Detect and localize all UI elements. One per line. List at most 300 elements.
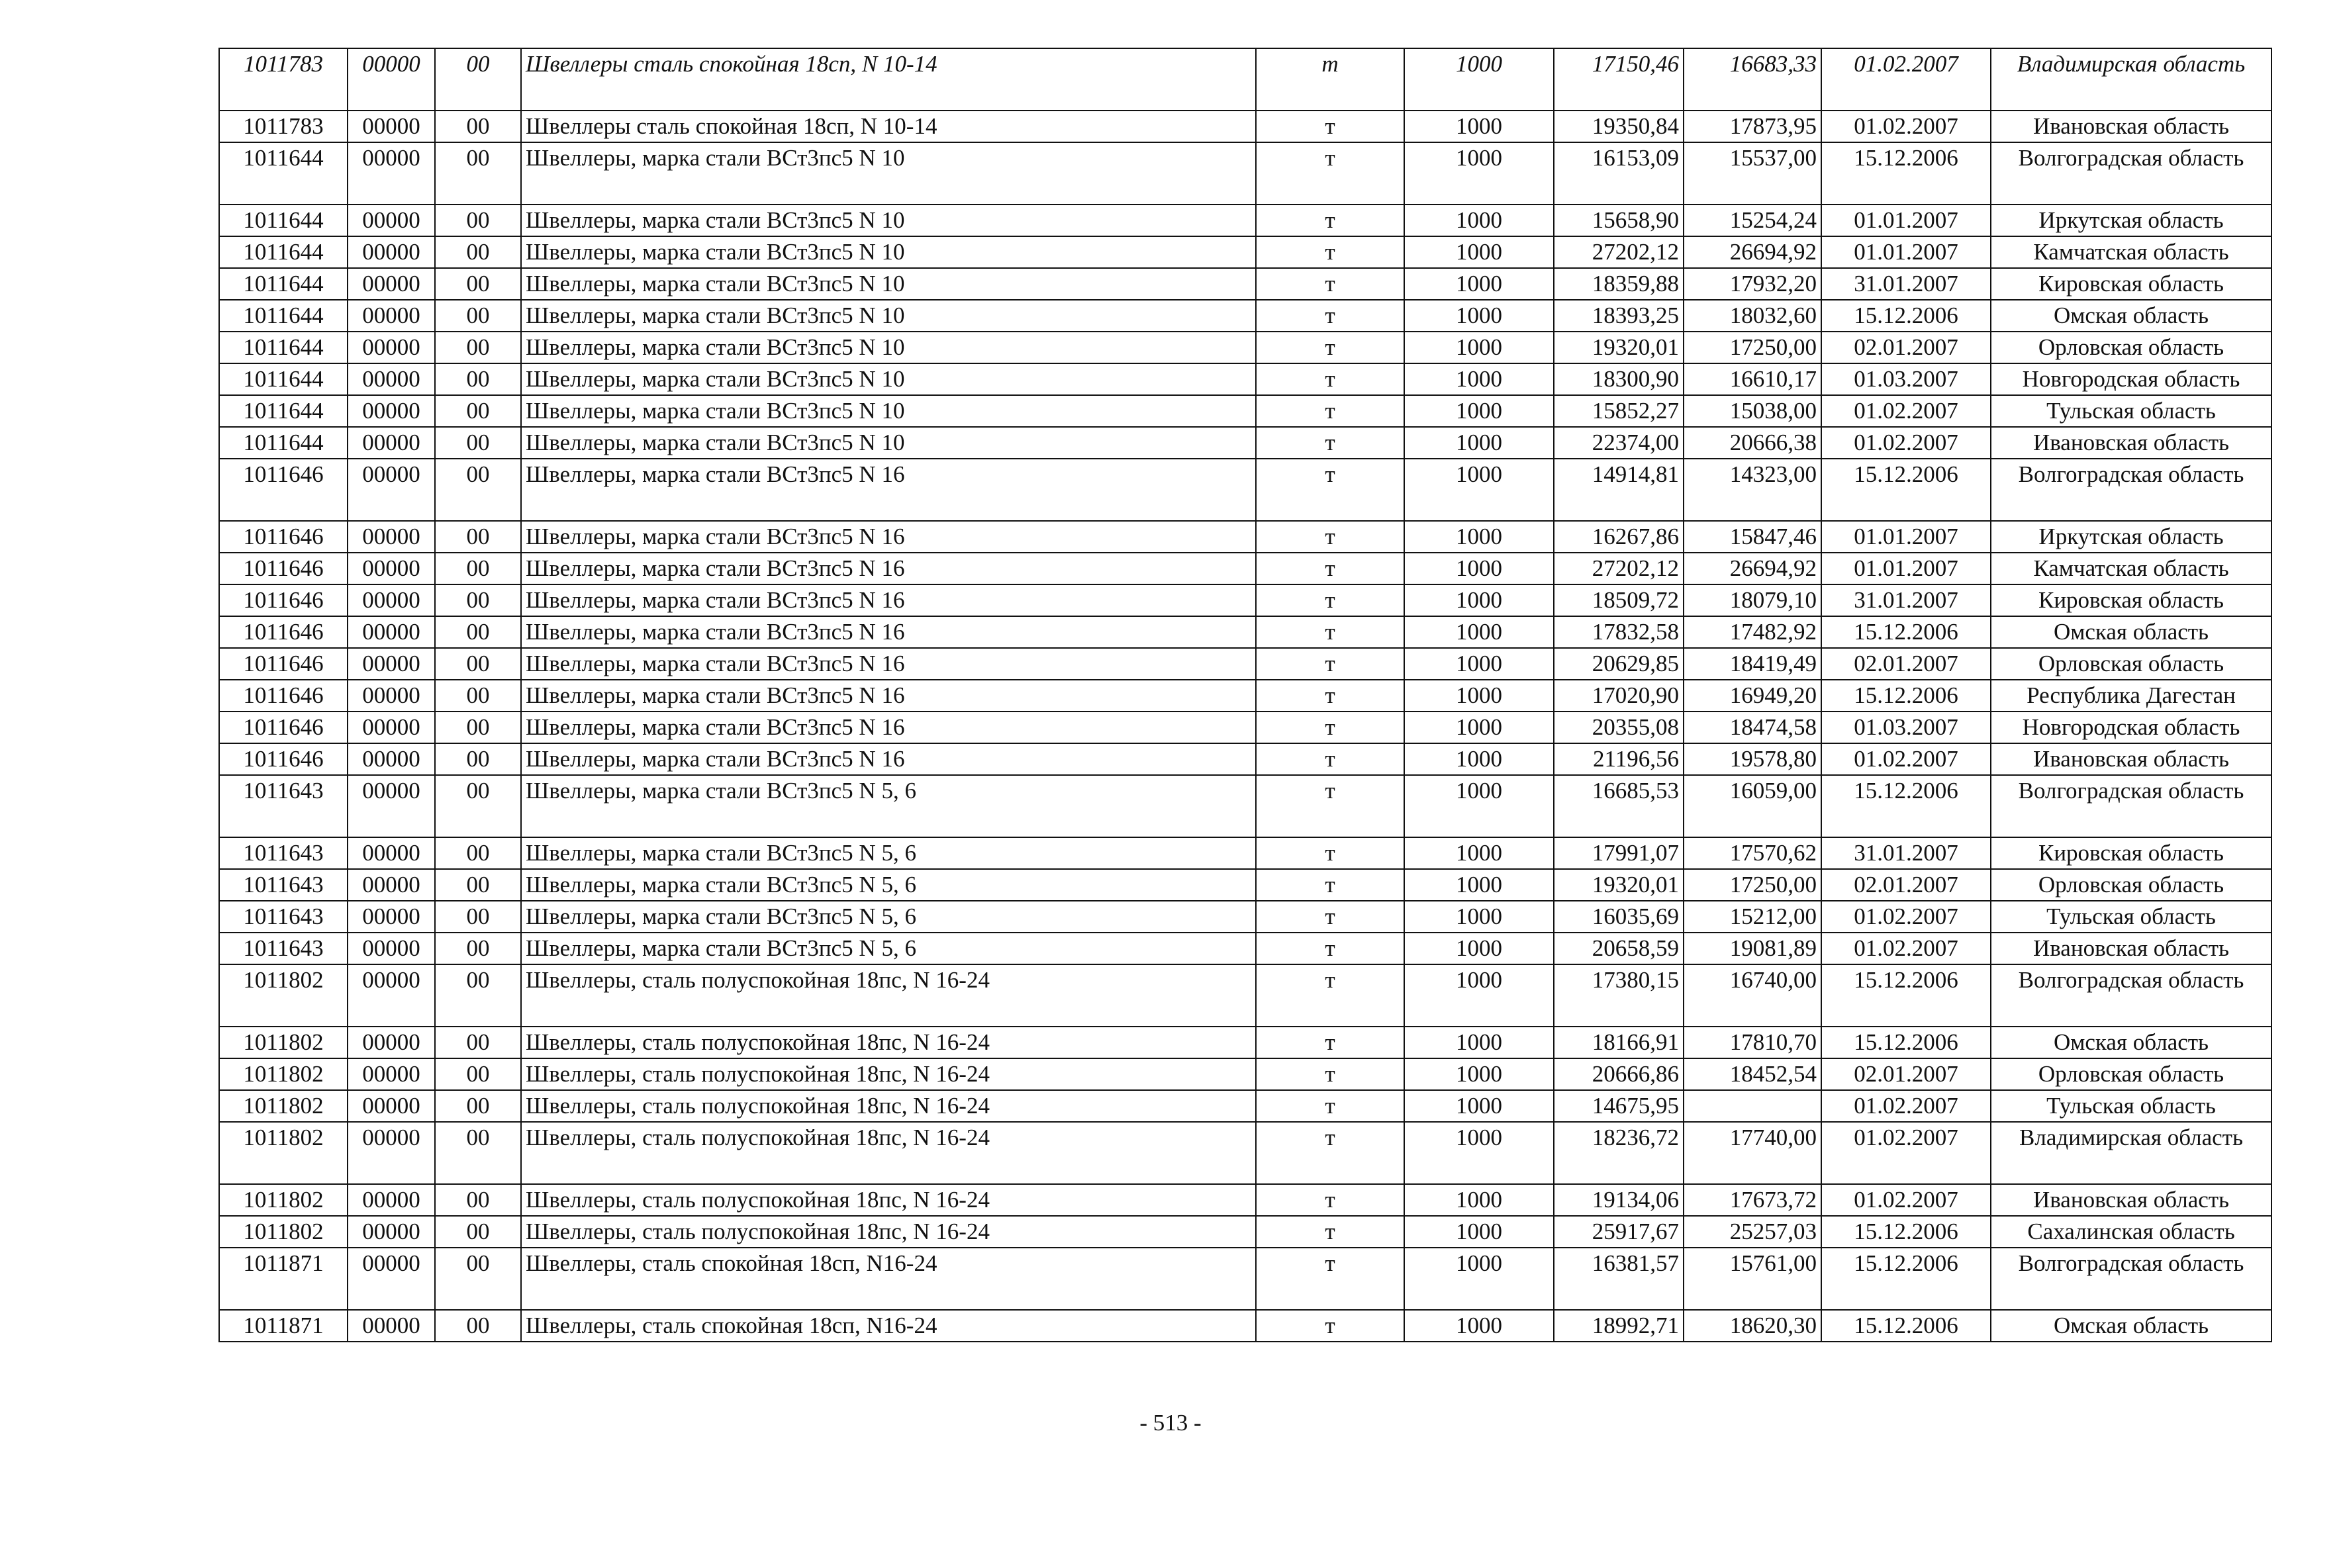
description-cell: Швеллеры, сталь полуспокойная 18пс, N 16-24: [521, 1184, 1256, 1216]
date-cell: 01.01.2007: [1821, 521, 1991, 553]
table-row: [219, 1216, 2271, 1248]
quantity-cell: 1000: [1404, 775, 1554, 837]
subcode-cell: 00000: [348, 332, 435, 363]
suffix-cell: 00: [435, 775, 521, 837]
table-row: [219, 1248, 2271, 1310]
price-cell: 19134,06: [1554, 1184, 1684, 1216]
suffix-cell: 00: [435, 1248, 521, 1310]
subcode-cell: 00000: [348, 427, 435, 459]
price-excl-cell: 17250,00: [1684, 332, 1821, 363]
description-cell: Швеллеры, марка стали ВСт3пс5 N 10: [521, 268, 1256, 300]
code-cell: 1011802: [219, 964, 348, 1027]
table-row: [219, 395, 2271, 427]
description-cell: Швеллеры, марка стали ВСт3пс5 N 10: [521, 142, 1256, 205]
unit-cell: т: [1256, 869, 1404, 901]
table-row: [219, 142, 2271, 205]
region-cell: Камчатская область: [1991, 553, 2271, 584]
table-row: [219, 268, 2271, 300]
date-cell: 31.01.2007: [1821, 268, 1991, 300]
unit-cell: т: [1256, 1310, 1404, 1342]
quantity-cell: 1000: [1404, 1216, 1554, 1248]
region-cell: Ивановская область: [1991, 111, 2271, 142]
price-excl-cell: 18620,30: [1684, 1310, 1821, 1342]
unit-cell: т: [1256, 48, 1404, 111]
price-cell: 17832,58: [1554, 616, 1684, 648]
description-cell: Швеллеры сталь спокойная 18сп, N 10-14: [521, 48, 1256, 111]
date-cell: 01.02.2007: [1821, 1090, 1991, 1122]
table-row: [219, 1122, 2271, 1184]
unit-cell: т: [1256, 1090, 1404, 1122]
price-table: [218, 48, 2272, 1342]
code-cell: 1011644: [219, 395, 348, 427]
date-cell: 31.01.2007: [1821, 584, 1991, 616]
price-cell: 20658,59: [1554, 933, 1684, 964]
subcode-cell: 00000: [348, 1184, 435, 1216]
region-cell: Кировская область: [1991, 837, 2271, 869]
code-cell: 1011644: [219, 427, 348, 459]
table-row: [219, 300, 2271, 332]
description-cell: Швеллеры, марка стали ВСт3пс5 N 16: [521, 584, 1256, 616]
date-cell: 15.12.2006: [1821, 1027, 1991, 1058]
table-row: [219, 869, 2271, 901]
price-cell: 22374,00: [1554, 427, 1684, 459]
quantity-cell: 1000: [1404, 584, 1554, 616]
table-row: [219, 964, 2271, 1027]
suffix-cell: 00: [435, 648, 521, 680]
price-excl-cell: 17482,92: [1684, 616, 1821, 648]
price-excl-cell: 18452,54: [1684, 1058, 1821, 1090]
description-cell: Швеллеры, марка стали ВСт3пс5 N 16: [521, 616, 1256, 648]
code-cell: 1011802: [219, 1184, 348, 1216]
region-cell: Волгоградская область: [1991, 964, 2271, 1027]
unit-cell: т: [1256, 680, 1404, 712]
unit-cell: т: [1256, 584, 1404, 616]
price-cell: 25917,67: [1554, 1216, 1684, 1248]
date-cell: 15.12.2006: [1821, 964, 1991, 1027]
description-cell: Швеллеры, сталь спокойная 18сп, N16-24: [521, 1310, 1256, 1342]
description-cell: Швеллеры, марка стали ВСт3пс5 N 10: [521, 332, 1256, 363]
subcode-cell: 00000: [348, 205, 435, 236]
unit-cell: т: [1256, 205, 1404, 236]
quantity-cell: 1000: [1404, 712, 1554, 743]
description-cell: Швеллеры сталь спокойная 18сп, N 10-14: [521, 111, 1256, 142]
subcode-cell: 00000: [348, 680, 435, 712]
price-cell: 20666,86: [1554, 1058, 1684, 1090]
description-cell: Швеллеры, марка стали ВСт3пс5 N 16: [521, 521, 1256, 553]
quantity-cell: 1000: [1404, 1310, 1554, 1342]
price-excl-cell: [1684, 1090, 1821, 1122]
date-cell: 01.02.2007: [1821, 111, 1991, 142]
unit-cell: т: [1256, 459, 1404, 521]
table-row: [219, 775, 2271, 837]
page-number: - 513 -: [1139, 1410, 1202, 1436]
price-cell: 16685,53: [1554, 775, 1684, 837]
description-cell: Швеллеры, сталь полуспокойная 18пс, N 16-24: [521, 1216, 1256, 1248]
subcode-cell: 00000: [348, 933, 435, 964]
price-excl-cell: 15537,00: [1684, 142, 1821, 205]
unit-cell: т: [1256, 933, 1404, 964]
code-cell: 1011802: [219, 1027, 348, 1058]
price-excl-cell: 17673,72: [1684, 1184, 1821, 1216]
price-excl-cell: 16683,33: [1684, 48, 1821, 111]
table-row: [219, 933, 2271, 964]
code-cell: 1011643: [219, 901, 348, 933]
quantity-cell: 1000: [1404, 268, 1554, 300]
unit-cell: т: [1256, 964, 1404, 1027]
suffix-cell: 00: [435, 964, 521, 1027]
code-cell: 1011644: [219, 142, 348, 205]
code-cell: 1011783: [219, 111, 348, 142]
price-cell: 16267,86: [1554, 521, 1684, 553]
quantity-cell: 1000: [1404, 1248, 1554, 1310]
price-excl-cell: 14323,00: [1684, 459, 1821, 521]
region-cell: Ивановская область: [1991, 743, 2271, 775]
suffix-cell: 00: [435, 1310, 521, 1342]
region-cell: Орловская область: [1991, 648, 2271, 680]
table-row: [219, 584, 2271, 616]
price-cell: 18393,25: [1554, 300, 1684, 332]
price-excl-cell: 15761,00: [1684, 1248, 1821, 1310]
suffix-cell: 00: [435, 363, 521, 395]
region-cell: Орловская область: [1991, 869, 2271, 901]
region-cell: Республика Дагестан: [1991, 680, 2271, 712]
table-row: [219, 111, 2271, 142]
quantity-cell: 1000: [1404, 743, 1554, 775]
suffix-cell: 00: [435, 268, 521, 300]
quantity-cell: 1000: [1404, 332, 1554, 363]
price-cell: 18300,90: [1554, 363, 1684, 395]
unit-cell: т: [1256, 1184, 1404, 1216]
price-excl-cell: 15847,46: [1684, 521, 1821, 553]
code-cell: 1011644: [219, 300, 348, 332]
quantity-cell: 1000: [1404, 459, 1554, 521]
table-row: [219, 332, 2271, 363]
date-cell: 01.02.2007: [1821, 933, 1991, 964]
suffix-cell: 00: [435, 48, 521, 111]
subcode-cell: 00000: [348, 1216, 435, 1248]
price-cell: 17020,90: [1554, 680, 1684, 712]
subcode-cell: 00000: [348, 48, 435, 111]
suffix-cell: 00: [435, 142, 521, 205]
code-cell: 1011646: [219, 553, 348, 584]
region-cell: Омская область: [1991, 300, 2271, 332]
price-cell: 19350,84: [1554, 111, 1684, 142]
table-row: [219, 48, 2271, 111]
date-cell: 02.01.2007: [1821, 648, 1991, 680]
date-cell: 01.02.2007: [1821, 395, 1991, 427]
date-cell: 01.01.2007: [1821, 553, 1991, 584]
region-cell: Ивановская область: [1991, 427, 2271, 459]
description-cell: Швеллеры, марка стали ВСт3пс5 N 16: [521, 712, 1256, 743]
price-cell: 20629,85: [1554, 648, 1684, 680]
unit-cell: т: [1256, 236, 1404, 268]
subcode-cell: 00000: [348, 236, 435, 268]
price-cell: 18166,91: [1554, 1027, 1684, 1058]
region-cell: Камчатская область: [1991, 236, 2271, 268]
table-row: [219, 427, 2271, 459]
unit-cell: т: [1256, 901, 1404, 933]
unit-cell: т: [1256, 837, 1404, 869]
unit-cell: т: [1256, 363, 1404, 395]
suffix-cell: 00: [435, 1090, 521, 1122]
date-cell: 01.01.2007: [1821, 205, 1991, 236]
quantity-cell: 1000: [1404, 837, 1554, 869]
suffix-cell: 00: [435, 459, 521, 521]
region-cell: Ивановская область: [1991, 1184, 2271, 1216]
subcode-cell: 00000: [348, 869, 435, 901]
subcode-cell: 00000: [348, 142, 435, 205]
description-cell: Швеллеры, сталь полуспокойная 18пс, N 16-24: [521, 1027, 1256, 1058]
subcode-cell: 00000: [348, 1248, 435, 1310]
code-cell: 1011646: [219, 521, 348, 553]
quantity-cell: 1000: [1404, 616, 1554, 648]
quantity-cell: 1000: [1404, 648, 1554, 680]
suffix-cell: 00: [435, 300, 521, 332]
region-cell: Омская область: [1991, 1310, 2271, 1342]
region-cell: Тульская область: [1991, 1090, 2271, 1122]
suffix-cell: 00: [435, 616, 521, 648]
subcode-cell: 00000: [348, 1027, 435, 1058]
subcode-cell: 00000: [348, 363, 435, 395]
description-cell: Швеллеры, марка стали ВСт3пс5 N 16: [521, 553, 1256, 584]
unit-cell: т: [1256, 521, 1404, 553]
code-cell: 1011802: [219, 1216, 348, 1248]
date-cell: 01.02.2007: [1821, 427, 1991, 459]
description-cell: Швеллеры, сталь полуспокойная 18пс, N 16-24: [521, 1122, 1256, 1184]
unit-cell: т: [1256, 268, 1404, 300]
suffix-cell: 00: [435, 1184, 521, 1216]
code-cell: 1011871: [219, 1310, 348, 1342]
price-excl-cell: 17740,00: [1684, 1122, 1821, 1184]
code-cell: 1011646: [219, 743, 348, 775]
price-excl-cell: 16610,17: [1684, 363, 1821, 395]
subcode-cell: 00000: [348, 775, 435, 837]
region-cell: Омская область: [1991, 616, 2271, 648]
region-cell: Волгоградская область: [1991, 775, 2271, 837]
table-row: [219, 743, 2271, 775]
price-excl-cell: 25257,03: [1684, 1216, 1821, 1248]
unit-cell: т: [1256, 111, 1404, 142]
description-cell: Швеллеры, марка стали ВСт3пс5 N 16: [521, 459, 1256, 521]
price-excl-cell: 15038,00: [1684, 395, 1821, 427]
table-row: [219, 1090, 2271, 1122]
suffix-cell: 00: [435, 395, 521, 427]
table-row: [219, 901, 2271, 933]
table-row: [219, 1184, 2271, 1216]
suffix-cell: 00: [435, 236, 521, 268]
price-cell: 27202,12: [1554, 236, 1684, 268]
price-excl-cell: 18079,10: [1684, 584, 1821, 616]
description-cell: Швеллеры, марка стали ВСт3пс5 N 5, 6: [521, 933, 1256, 964]
quantity-cell: 1000: [1404, 427, 1554, 459]
quantity-cell: 1000: [1404, 869, 1554, 901]
code-cell: 1011644: [219, 268, 348, 300]
region-cell: Новгородская область: [1991, 363, 2271, 395]
code-cell: 1011643: [219, 775, 348, 837]
price-excl-cell: 17570,62: [1684, 837, 1821, 869]
subcode-cell: 00000: [348, 964, 435, 1027]
price-cell: 17150,46: [1554, 48, 1684, 111]
region-cell: Кировская область: [1991, 268, 2271, 300]
price-cell: 17991,07: [1554, 837, 1684, 869]
region-cell: Сахалинская область: [1991, 1216, 2271, 1248]
region-cell: Орловская область: [1991, 332, 2271, 363]
region-cell: Владимирская область: [1991, 48, 2271, 111]
price-excl-cell: 18419,49: [1684, 648, 1821, 680]
date-cell: 15.12.2006: [1821, 1310, 1991, 1342]
region-cell: Иркутская область: [1991, 521, 2271, 553]
price-excl-cell: 26694,92: [1684, 553, 1821, 584]
date-cell: 01.02.2007: [1821, 743, 1991, 775]
suffix-cell: 00: [435, 1122, 521, 1184]
subcode-cell: 00000: [348, 111, 435, 142]
price-excl-cell: 18032,60: [1684, 300, 1821, 332]
quantity-cell: 1000: [1404, 395, 1554, 427]
quantity-cell: 1000: [1404, 1058, 1554, 1090]
quantity-cell: 1000: [1404, 553, 1554, 584]
unit-cell: т: [1256, 332, 1404, 363]
date-cell: 31.01.2007: [1821, 837, 1991, 869]
date-cell: 01.02.2007: [1821, 1184, 1991, 1216]
date-cell: 01.02.2007: [1821, 1122, 1991, 1184]
subcode-cell: 00000: [348, 837, 435, 869]
date-cell: 02.01.2007: [1821, 332, 1991, 363]
price-cell: 20355,08: [1554, 712, 1684, 743]
price-cell: 16035,69: [1554, 901, 1684, 933]
quantity-cell: 1000: [1404, 680, 1554, 712]
date-cell: 15.12.2006: [1821, 680, 1991, 712]
code-cell: 1011644: [219, 236, 348, 268]
suffix-cell: 00: [435, 1216, 521, 1248]
description-cell: Швеллеры, марка стали ВСт3пс5 N 10: [521, 395, 1256, 427]
code-cell: 1011646: [219, 459, 348, 521]
table-row: [219, 837, 2271, 869]
suffix-cell: 00: [435, 521, 521, 553]
date-cell: 15.12.2006: [1821, 300, 1991, 332]
suffix-cell: 00: [435, 584, 521, 616]
description-cell: Швеллеры, марка стали ВСт3пс5 N 5, 6: [521, 775, 1256, 837]
unit-cell: т: [1256, 300, 1404, 332]
code-cell: 1011644: [219, 205, 348, 236]
subcode-cell: 00000: [348, 584, 435, 616]
suffix-cell: 00: [435, 111, 521, 142]
price-excl-cell: 17250,00: [1684, 869, 1821, 901]
code-cell: 1011646: [219, 680, 348, 712]
suffix-cell: 00: [435, 205, 521, 236]
quantity-cell: 1000: [1404, 1184, 1554, 1216]
subcode-cell: 00000: [348, 1122, 435, 1184]
quantity-cell: 1000: [1404, 111, 1554, 142]
table-body: [219, 48, 2271, 1342]
unit-cell: т: [1256, 142, 1404, 205]
table-row: [219, 648, 2271, 680]
price-excl-cell: 19081,89: [1684, 933, 1821, 964]
code-cell: 1011643: [219, 869, 348, 901]
price-excl-cell: 16740,00: [1684, 964, 1821, 1027]
price-cell: 19320,01: [1554, 332, 1684, 363]
unit-cell: т: [1256, 743, 1404, 775]
code-cell: 1011802: [219, 1058, 348, 1090]
suffix-cell: 00: [435, 869, 521, 901]
price-cell: 19320,01: [1554, 869, 1684, 901]
unit-cell: т: [1256, 553, 1404, 584]
subcode-cell: 00000: [348, 395, 435, 427]
date-cell: 15.12.2006: [1821, 775, 1991, 837]
date-cell: 15.12.2006: [1821, 616, 1991, 648]
quantity-cell: 1000: [1404, 363, 1554, 395]
price-cell: 17380,15: [1554, 964, 1684, 1027]
table-row: [219, 363, 2271, 395]
price-cell: 21196,56: [1554, 743, 1684, 775]
unit-cell: т: [1256, 1248, 1404, 1310]
subcode-cell: 00000: [348, 521, 435, 553]
suffix-cell: 00: [435, 553, 521, 584]
date-cell: 15.12.2006: [1821, 1248, 1991, 1310]
table-row: [219, 1058, 2271, 1090]
code-cell: 1011802: [219, 1122, 348, 1184]
code-cell: 1011871: [219, 1248, 348, 1310]
quantity-cell: 1000: [1404, 901, 1554, 933]
region-cell: Волгоградская область: [1991, 1248, 2271, 1310]
code-cell: 1011644: [219, 332, 348, 363]
table-row: [219, 459, 2271, 521]
price-cell: 18509,72: [1554, 584, 1684, 616]
quantity-cell: 1000: [1404, 1027, 1554, 1058]
quantity-cell: 1000: [1404, 964, 1554, 1027]
suffix-cell: 00: [435, 933, 521, 964]
region-cell: Ивановская область: [1991, 933, 2271, 964]
price-excl-cell: 26694,92: [1684, 236, 1821, 268]
unit-cell: т: [1256, 1216, 1404, 1248]
price-cell: 16381,57: [1554, 1248, 1684, 1310]
subcode-cell: 00000: [348, 901, 435, 933]
subcode-cell: 00000: [348, 1090, 435, 1122]
price-excl-cell: 16949,20: [1684, 680, 1821, 712]
unit-cell: т: [1256, 1058, 1404, 1090]
suffix-cell: 00: [435, 680, 521, 712]
quantity-cell: 1000: [1404, 1090, 1554, 1122]
price-excl-cell: 20666,38: [1684, 427, 1821, 459]
price-excl-cell: 18474,58: [1684, 712, 1821, 743]
date-cell: 01.02.2007: [1821, 48, 1991, 111]
suffix-cell: 00: [435, 332, 521, 363]
price-excl-cell: 17873,95: [1684, 111, 1821, 142]
price-excl-cell: 16059,00: [1684, 775, 1821, 837]
date-cell: 15.12.2006: [1821, 459, 1991, 521]
code-cell: 1011643: [219, 933, 348, 964]
unit-cell: т: [1256, 1027, 1404, 1058]
quantity-cell: 1000: [1404, 48, 1554, 111]
subcode-cell: 00000: [348, 459, 435, 521]
region-cell: Новгородская область: [1991, 712, 2271, 743]
unit-cell: т: [1256, 395, 1404, 427]
price-cell: 14675,95: [1554, 1090, 1684, 1122]
date-cell: 01.03.2007: [1821, 712, 1991, 743]
code-cell: 1011646: [219, 712, 348, 743]
table-row: [219, 205, 2271, 236]
suffix-cell: 00: [435, 712, 521, 743]
description-cell: Швеллеры, марка стали ВСт3пс5 N 10: [521, 300, 1256, 332]
description-cell: Швеллеры, марка стали ВСт3пс5 N 16: [521, 648, 1256, 680]
code-cell: 1011643: [219, 837, 348, 869]
table-row: [219, 1310, 2271, 1342]
price-cell: 16153,09: [1554, 142, 1684, 205]
description-cell: Швеллеры, сталь полуспокойная 18пс, N 16-24: [521, 964, 1256, 1027]
suffix-cell: 00: [435, 901, 521, 933]
price-cell: 18992,71: [1554, 1310, 1684, 1342]
price-excl-cell: 15212,00: [1684, 901, 1821, 933]
table-row: [219, 616, 2271, 648]
